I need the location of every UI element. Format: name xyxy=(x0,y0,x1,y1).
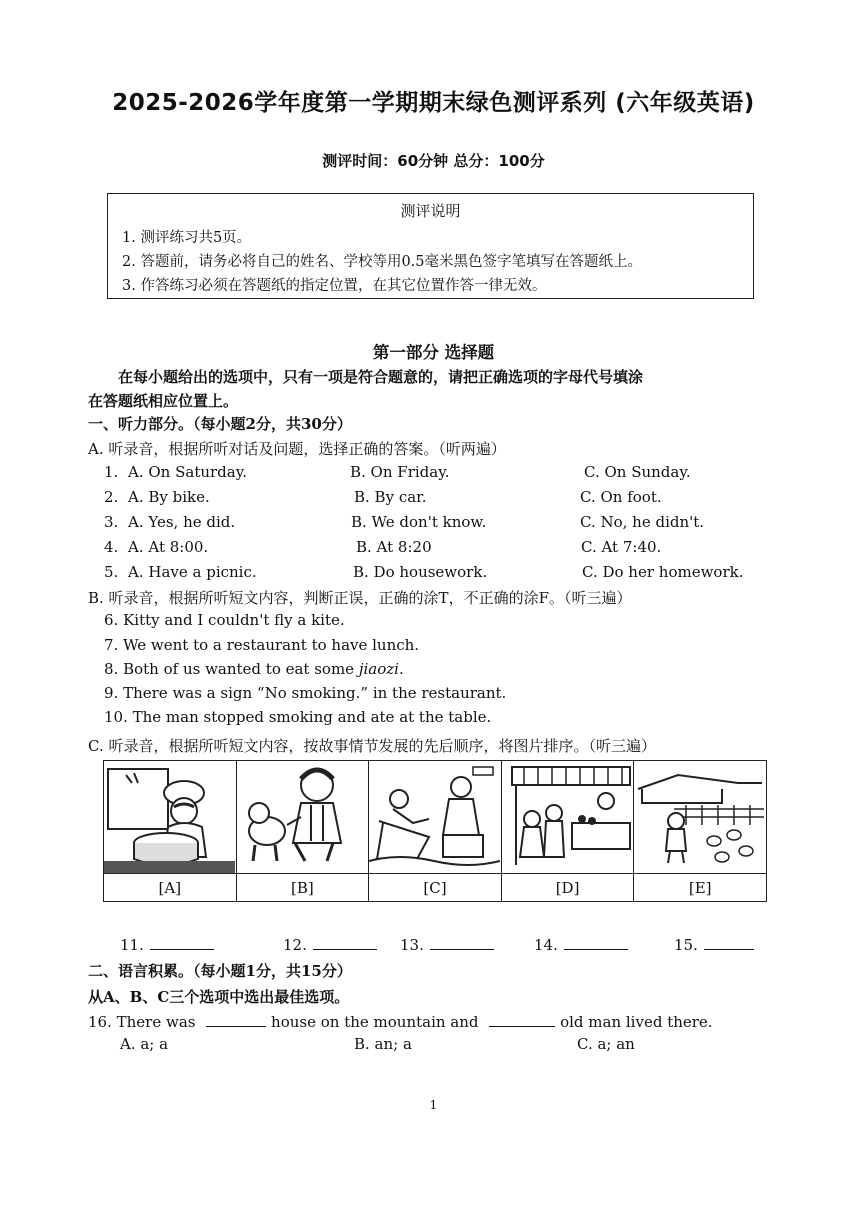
statement: 6. Kitty and I couldn't fly a kite. xyxy=(104,611,345,629)
answer-number: 14. xyxy=(534,936,558,954)
statement: 10. The man stopped smoking and ate at the table. xyxy=(104,708,492,726)
statement-text: 8. Both of us wanted to eat some xyxy=(104,660,359,678)
question-text: There was xyxy=(116,1013,196,1031)
answer-blank[interactable] xyxy=(400,935,494,954)
statement-italic: jiaozi. xyxy=(358,660,404,678)
question-number: 3. xyxy=(104,513,119,531)
exam-meta: 测评时间：60分钟 总分：100分 xyxy=(322,152,545,170)
picture-cell xyxy=(237,761,370,901)
option-a: A. a; a xyxy=(120,1035,169,1053)
section-b-instruction: B. 听录音，根据所听短文内容，判断正误，正确的涂T，不正确的涂F。（听三遍） xyxy=(88,589,632,607)
question-16 xyxy=(88,1012,713,1031)
picture-table xyxy=(103,760,767,902)
option-a: A. Yes, he did. xyxy=(128,513,236,531)
instruction-item: 1. 测评练习共5页。 xyxy=(122,230,252,246)
part1-heading: 第一部分 选择题 xyxy=(372,343,495,362)
option-b: B. We don't know. xyxy=(351,513,487,531)
answer-line xyxy=(150,935,214,950)
option-c: C. No, he didn't. xyxy=(580,513,705,531)
option-c: C. On foot. xyxy=(580,488,662,506)
instructions-box xyxy=(107,193,754,299)
statement xyxy=(104,660,404,678)
option-a: A. By bike. xyxy=(128,488,210,506)
picnic-beach-illustration xyxy=(369,761,501,874)
instructions-heading: 测评说明 xyxy=(400,202,461,220)
option-b: B. By car. xyxy=(354,488,427,506)
answer-number: 12. xyxy=(283,936,307,954)
picture-cell xyxy=(502,761,635,901)
section-a-instruction: A. 听录音，根据所听对话及问题，选择正确的答案。（听两遍） xyxy=(88,440,506,458)
answer-blank[interactable] xyxy=(534,935,628,954)
option-b: B. Do housework. xyxy=(353,563,488,581)
question-number: 5. xyxy=(104,563,119,581)
option-c: C. a; an xyxy=(577,1035,635,1053)
answer-line xyxy=(564,935,628,950)
answer-line xyxy=(313,935,377,950)
option-a: A. On Saturday. xyxy=(128,463,247,481)
option-c: C. At 7:40. xyxy=(581,538,662,556)
chef-cake-illustration xyxy=(104,761,236,874)
listening-heading: 一、听力部分。（每小题2分，共30分） xyxy=(88,415,352,433)
language-heading: 二、语言积累。（每小题1分，共15分） xyxy=(88,962,352,980)
statement: 9. There was a sign “No smoking.” in the restaurant. xyxy=(104,684,507,702)
picture-label: [B] xyxy=(291,878,314,897)
market-stall-illustration xyxy=(502,761,634,874)
question-number: 1. xyxy=(104,463,119,481)
answer-number: 13. xyxy=(400,936,424,954)
answer-line xyxy=(206,1012,266,1027)
answer-blank[interactable] xyxy=(283,935,377,954)
option-b: B. an; a xyxy=(354,1035,412,1053)
picture-label: [C] xyxy=(423,878,447,897)
answer-number: 15. xyxy=(674,936,698,954)
part1-instruction-cont: 在答题纸相应位置上。 xyxy=(88,392,239,410)
picture-cell xyxy=(369,761,502,901)
language-instruction: 从A、B、C三个选项中选出最佳选项。 xyxy=(88,988,350,1006)
instruction-item: 3. 作答练习必须在答题纸的指定位置，在其它位置作答一律无效。 xyxy=(122,278,547,294)
answer-line xyxy=(430,935,494,950)
option-b: B. On Friday. xyxy=(350,463,450,481)
picture-label: [A] xyxy=(158,878,182,897)
section-c-instruction: C. 听录音，根据所听短文内容，按故事情节发展的先后顺序，将图片排序。（听三遍） xyxy=(88,737,656,755)
option-b: B. At 8:20 xyxy=(356,538,432,556)
question-number: 2. xyxy=(104,488,119,506)
statement: 7. We went to a restaurant to have lunch. xyxy=(104,636,420,654)
instruction-item: 2. 答题前，请务必将自己的姓名、学校等用0.5毫米黑色签字笔填写在答题纸上。 xyxy=(122,254,643,270)
part1-instruction: 在每小题给出的选项中，只有一项是符合题意的，请把正确选项的字母代号填涂 xyxy=(118,368,644,386)
option-c: C. On Sunday. xyxy=(584,463,691,481)
picture-cell xyxy=(104,761,237,901)
page-number: 1 xyxy=(429,1098,438,1112)
boy-dog-illustration xyxy=(237,761,369,874)
exam-title: 2025-2026学年度第一学期期末绿色测评系列 (六年级英语) xyxy=(112,90,755,116)
question-number: 4. xyxy=(104,538,119,556)
farm-chickens-illustration xyxy=(634,761,766,874)
question-text: house on the mountain and xyxy=(271,1013,479,1031)
picture-label: [D] xyxy=(555,878,580,897)
option-c: C. Do her homework. xyxy=(582,563,744,581)
option-a: A. At 8:00. xyxy=(128,538,209,556)
answer-number: 11. xyxy=(120,936,144,954)
answer-blank[interactable] xyxy=(674,935,754,954)
answer-blank[interactable] xyxy=(120,935,214,954)
answer-line xyxy=(704,935,754,950)
question-number: 16. xyxy=(88,1013,112,1031)
answer-line xyxy=(489,1012,555,1027)
option-a: A. Have a picnic. xyxy=(128,563,257,581)
question-text: old man lived there. xyxy=(560,1013,713,1031)
picture-cell xyxy=(634,761,766,901)
picture-label: [E] xyxy=(688,878,712,897)
